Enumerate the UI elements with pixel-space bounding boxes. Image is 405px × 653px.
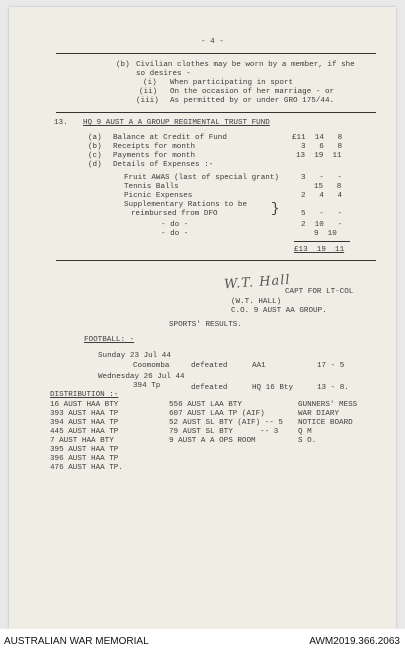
match-team2: AA1	[252, 362, 266, 370]
section-end-rule	[56, 260, 376, 261]
fund-label: Receipts for month	[113, 143, 196, 151]
distribution-entry: 16 AUST HAA BTY	[50, 401, 119, 409]
distribution-entry: 607 AUST LAA TP (AIF)	[169, 410, 265, 418]
top-rule	[56, 53, 376, 54]
expense-amount: 2 4 4	[301, 192, 343, 200]
distribution-entry: 445 AUST HAA TP	[50, 428, 119, 436]
expense-amount: 9 10	[314, 230, 337, 238]
expense-amount: 15 8	[314, 183, 342, 191]
footer-reference: AWM2019.366.2063	[309, 636, 400, 647]
expense-label: - do -	[161, 221, 189, 229]
distribution-entry: 393 AUST HAA TP	[50, 410, 119, 418]
fund-label: Balance at Credit of Fund	[113, 134, 227, 142]
expense-label: - do -	[161, 230, 189, 238]
signatory-rank: CAPT FOR LT-COL	[285, 288, 354, 296]
distribution-entry: 395 AUST HAA TP	[50, 446, 119, 454]
match-team1: Coomomba	[133, 362, 170, 370]
expense-amount: 2 10 -	[301, 221, 343, 229]
expense-amount: 5 - -	[301, 210, 343, 218]
match-result: defeated	[191, 384, 228, 392]
sports-heading: SPORTS' RESULTS.	[169, 321, 242, 329]
section-rule	[56, 112, 376, 113]
item-b-sub-text: On the occasion of her marriage - or	[170, 88, 335, 96]
match-date: Sunday 23 Jul 44	[98, 352, 171, 360]
item-b-sub-num: (iii)	[136, 97, 159, 105]
distribution-entry: 7 AUST HAA BTY	[50, 437, 114, 445]
distribution-entry: GUNNERS' MESS	[298, 401, 358, 409]
match-team1: 394 Tp	[133, 382, 161, 390]
distribution-entry: 394 AUST HAA TP	[50, 419, 119, 427]
footer-credit: AUSTRALIAN WAR MEMORIAL	[4, 636, 149, 647]
distribution-entry: NOTICE BOARD	[298, 419, 353, 427]
item-b-marker: (b)	[116, 61, 130, 69]
section-number: 13.	[54, 119, 68, 127]
distribution-entry: 9 AUST A A OPS ROOM	[169, 437, 256, 445]
match-score: 17 - 5	[317, 362, 345, 370]
distribution-heading: DISTRIBUTION :-	[50, 391, 119, 399]
fund-letter: (a)	[88, 134, 102, 142]
distribution-entry: 476 AUST HAA TP.	[50, 464, 123, 472]
fund-label: Payments for month	[113, 152, 196, 160]
item-b-lead2: so desires -	[136, 70, 191, 78]
section-heading: HQ 9 AUST A A GROUP REGIMENTAL TRUST FUND	[83, 119, 270, 127]
fund-letter: (b)	[88, 143, 102, 151]
match-team2: HQ 16 Bty	[252, 384, 294, 392]
distribution-entry: S O.	[298, 437, 317, 445]
item-b-sub-text: When participating in sport	[170, 79, 294, 87]
expense-label: Supplementary Rations to be	[124, 201, 248, 209]
handwritten-signature: W.T. Hall	[223, 272, 292, 293]
item-b-sub-num: (i)	[143, 79, 157, 87]
distribution-entry: 396 AUST HAA TP	[50, 455, 119, 463]
distribution-entry: 556 AUST LAA BTY	[169, 401, 242, 409]
total-rule-top	[294, 241, 350, 242]
distribution-entry: Q M	[298, 428, 312, 436]
fund-letter: (c)	[88, 152, 102, 160]
signatory-name: (W.T. HALL)	[231, 298, 282, 306]
brace-glyph: }	[271, 201, 280, 217]
fund-total: £13 19 11	[294, 246, 345, 254]
distribution-entry: 79 AUST SL BTY -- 3	[169, 428, 279, 436]
expense-label: Picnic Expenses	[124, 192, 193, 200]
signatory-title: C.O. 9 AUST AA GROUP.	[231, 307, 327, 315]
document-page	[9, 7, 396, 629]
item-b-lead: Civilian clothes may be worn by a member, if she	[136, 61, 355, 69]
archive-footer	[0, 629, 405, 653]
distribution-entry: 52 AUST SL BTY (AIF) -- 5	[169, 419, 283, 427]
item-b-sub-num: (ii)	[139, 88, 158, 96]
match-score: 13 - 8.	[317, 384, 349, 392]
fund-amount: 13 19 11	[296, 152, 342, 160]
fund-amount: 3 6 8	[301, 143, 343, 151]
expense-label: Tennis Balls	[124, 183, 179, 191]
page-number: - 4 -	[201, 38, 224, 46]
fund-letter: (d)	[88, 161, 102, 169]
match-date: Wednesday 26 Jul 44	[98, 373, 185, 381]
expense-label: reimbursed from DFO	[131, 210, 218, 218]
distribution-entry: WAR DIARY	[298, 410, 340, 418]
expense-label: Fruit AWAS (last of special grant)	[124, 174, 279, 182]
fund-amount: £11 14 8	[292, 134, 343, 142]
expense-amount: 3 - -	[301, 174, 343, 182]
fund-label: Details of Expenses :-	[113, 161, 214, 169]
sports-category: FOOTBALL: -	[84, 336, 135, 344]
item-b-sub-text: As permitted by or under GRO 175/44.	[170, 97, 335, 105]
match-result: defeated	[191, 362, 228, 370]
